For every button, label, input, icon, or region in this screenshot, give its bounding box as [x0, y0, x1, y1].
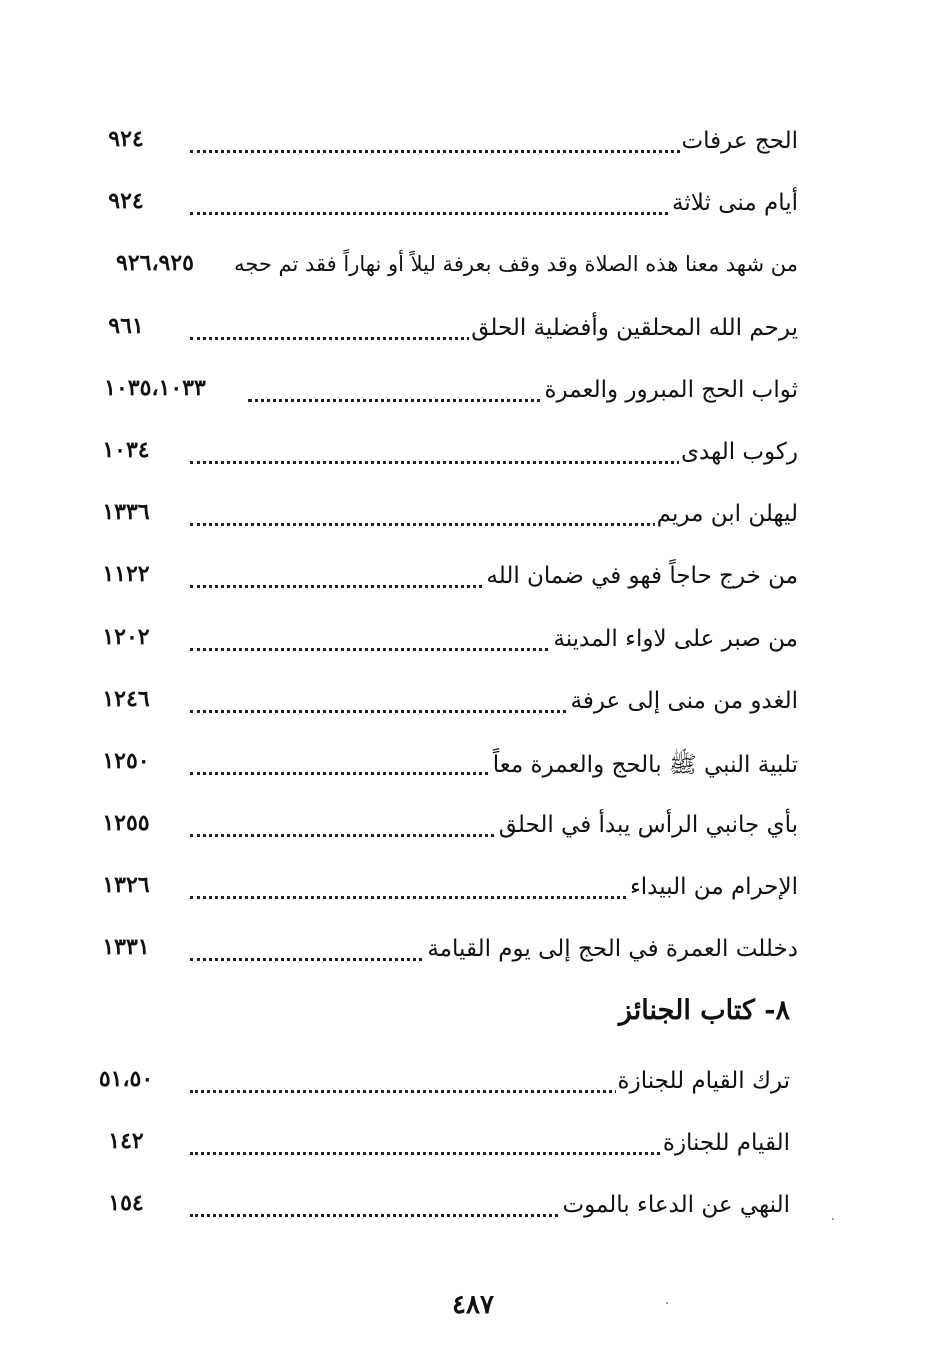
entry-pages: ١٢٠٢ — [80, 624, 172, 650]
index-entry — [80, 242, 798, 304]
entry-title: الغدو من منى إلى عرفة — [570, 687, 798, 714]
entry-title: من خرج حاجاً فهو في ضمان الله — [486, 563, 798, 590]
entry-title: ترك القيام للجنازة — [617, 1068, 790, 1094]
index-entry — [80, 926, 798, 988]
entry-title: ليهلن ابن مريم — [656, 501, 798, 528]
index-entry — [80, 553, 798, 615]
entry-title: القيام للجنازة — [662, 1130, 790, 1157]
entry-title: ثواب الحج المبرور والعمرة — [544, 376, 798, 403]
entry-title: أيام منى ثلاثة — [672, 190, 798, 217]
index-entry — [80, 802, 798, 864]
section-heading: ٨- كتاب الجنائز — [618, 995, 790, 1026]
entry-title: بأي جانبي الرأس يبدأ في الحلق — [498, 812, 798, 839]
section-entries — [80, 1058, 790, 1245]
entry-pages: ١٣٣١ — [80, 934, 172, 960]
index-entry — [80, 491, 798, 553]
index-entry — [80, 429, 798, 491]
index-entry — [80, 305, 798, 367]
index-entry — [80, 367, 798, 429]
index-entry — [80, 180, 798, 242]
entry-pages: ٩٢٤ — [80, 126, 172, 152]
entry-pages: ٩٢٤ — [80, 188, 172, 214]
index-entry — [80, 616, 798, 678]
entry-pages: ١١٢٢ — [80, 561, 172, 587]
entry-pages: ٥١،٥٠ — [80, 1066, 172, 1092]
entry-title: من صبر على لاواء المدينة — [553, 625, 798, 652]
index-entry — [80, 1182, 790, 1244]
entry-title: من شهد معنا هذه الصلاة وقد وقف بعرفة ليلاً أو نهاراً فقد تم حجه — [234, 252, 798, 277]
entry-pages: ١٣٣٦ — [80, 499, 172, 525]
index-entry — [80, 864, 798, 926]
index-entry — [80, 678, 798, 740]
scan-speck — [832, 1218, 834, 1220]
entry-title: تلبية النبي ﷺ بالحج والعمرة معاً — [491, 750, 798, 784]
entry-pages: ١٢٤٦ — [80, 686, 172, 712]
entry-pages: ١٤٢ — [80, 1128, 172, 1154]
entry-pages: ١٢٥٥ — [80, 810, 172, 836]
entry-pages: ١٠٣٥،١٠٣٣ — [80, 375, 230, 401]
index-entry — [80, 1058, 790, 1120]
entry-pages: ١٢٥٠ — [80, 748, 172, 774]
index-entry — [80, 118, 798, 180]
entry-title: ركوب الهدى — [681, 438, 798, 465]
entry-title: النهي عن الدعاء بالموت — [562, 1192, 790, 1219]
index-entries — [80, 118, 798, 989]
entry-title: يرحم الله المحلقين وأفضلية الحلق — [471, 314, 798, 341]
index-entry — [80, 1120, 790, 1182]
index-entry — [80, 740, 798, 802]
entry-pages: ٩٦١ — [80, 313, 172, 339]
entry-title: الحج عرفات — [681, 128, 798, 154]
entry-title: الإحرام من البيداء — [629, 874, 798, 901]
scan-speck — [666, 1302, 668, 1304]
entry-pages: ٩٢٦،٩٢٥ — [80, 250, 230, 276]
entry-pages: ١٥٤ — [80, 1190, 172, 1216]
entry-title: دخللت العمرة في الحج إلى يوم القيامة — [427, 936, 798, 963]
page-number: ٤٨٧ — [452, 1290, 494, 1320]
entry-pages: ١٣٢٦ — [80, 872, 172, 898]
entry-pages: ١٠٣٤ — [80, 437, 172, 463]
